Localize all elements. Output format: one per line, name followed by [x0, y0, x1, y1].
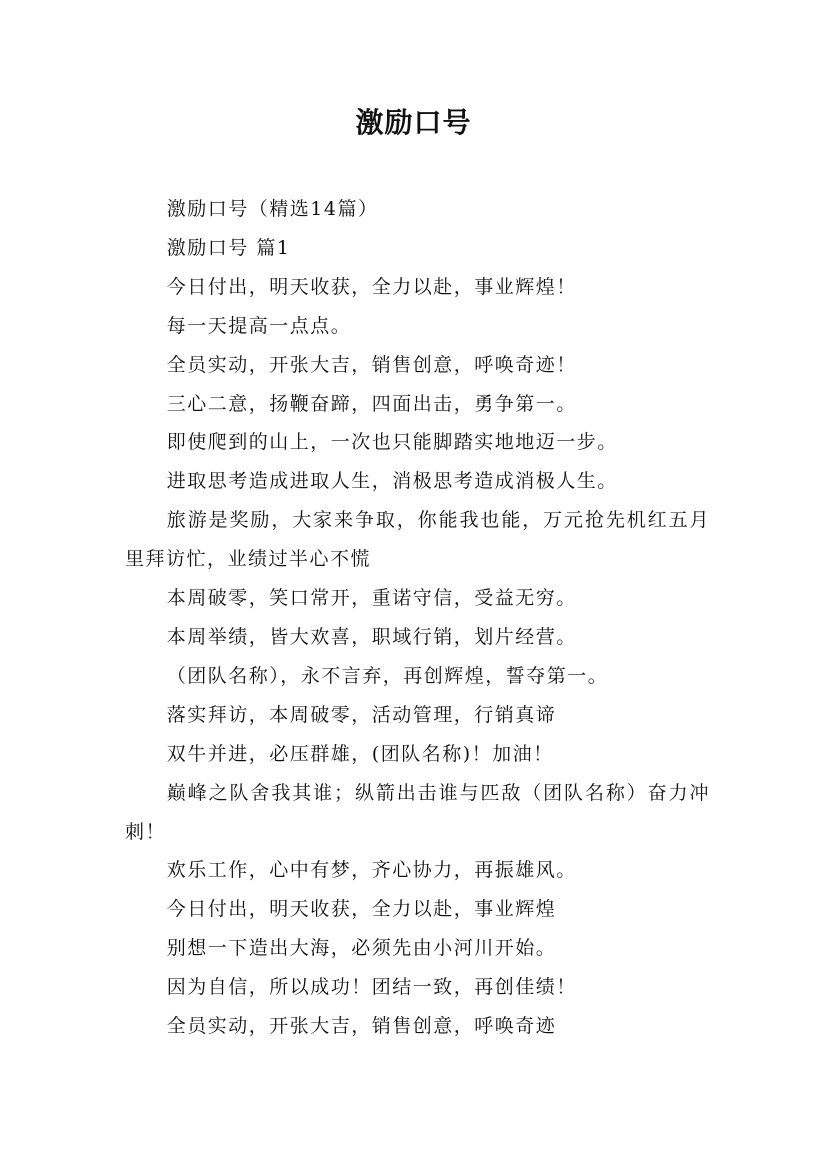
paragraph: 激励口号（精选14篇）: [166, 198, 379, 220]
paragraph: 每一天提高一点点。: [166, 314, 352, 337]
paragraph: 即使爬到的山上，一次也只能脚踏实地地迈一步。: [166, 431, 618, 454]
document-title: 激励口号: [355, 106, 472, 139]
paragraph: 全员实动，开张大吉，销售创意，呼唤奇迹！: [166, 353, 577, 376]
paragraph: 别想一下造出大海，必须先由小河川开始。: [166, 937, 557, 960]
paragraph: 本周举绩，皆大欢喜，职域行销，划片经营。: [166, 625, 577, 648]
paragraph: 今日付出，明天收获，全力以赴，事业辉煌: [166, 898, 557, 921]
paragraph: 因为自信，所以成功！团结一致，再创佳绩！: [166, 976, 577, 999]
paragraph: 今日付出，明天收获，全力以赴，事业辉煌！: [166, 275, 577, 298]
paragraph: 双牛并进，必压群雄，(团队名称)！加油！: [166, 742, 554, 765]
paragraph: 巅峰之队舍我其谁；纵箭出击谁与匹敌（团队名称）奋力冲刺！: [125, 781, 710, 843]
paragraph: 欢乐工作，心中有梦，齐心协力，再振雄风。: [166, 859, 577, 882]
document-body: [125, 190, 710, 1046]
paragraph: 三心二意，扬鞭奋蹄，四面出击，勇争第一。: [166, 392, 577, 415]
paragraph: （团队名称），永不言弃，再创辉煌，誓夺第一。: [166, 664, 609, 687]
paragraph: 旅游是奖励，大家来争取，你能我也能，万元抢先机红五月里拜访忙，业绩过半心不慌: [125, 509, 710, 571]
paragraph: 全员实动，开张大吉，销售创意，呼唤奇迹: [166, 1015, 557, 1038]
paragraph: 落实拜访，本周破零，活动管理，行销真谛: [166, 703, 557, 726]
paragraph: 激励口号 篇1: [166, 236, 291, 259]
paragraph: 本周破零，笑口常开，重诺守信，受益无穷。: [166, 587, 577, 610]
paragraph: 进取思考造成进取人生，消极思考造成消极人生。: [166, 470, 618, 493]
